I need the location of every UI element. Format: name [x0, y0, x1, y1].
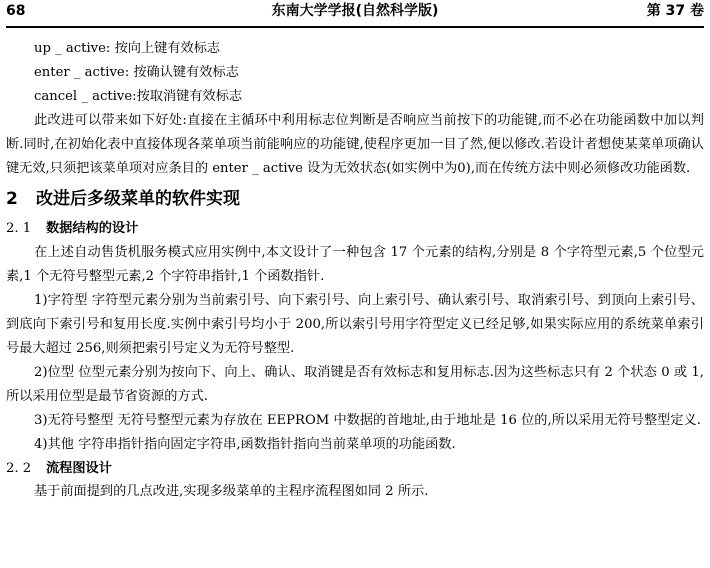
subsection-number: 2. 1	[6, 221, 32, 237]
subsection-heading-2-2	[6, 457, 704, 481]
paragraph: 在上述自动售货机服务模式应用实例中,本文设计了一种包含 17 个元素的结构,分别是 8 个字符型元素,5 个位型元素,1 个无符号整型元素,2 个字符串指针,1 个函数指针.	[6, 245, 704, 285]
definition-enter-active: enter _ active: 按确认键有效标志	[34, 64, 239, 80]
paragraph-benefits: 此改进可以带来如下好处:直接在主循环中利用标志位判断是否响应当前按下的功能键,而不必在功能函数中加以判断.同时,在初始化表中直接体现各菜单项当前能响应的功能键,使程序更加一目了然,便以修改.若设计者想使某菜单项确认键无效,只须把该菜单项对应条目的 enter _ active 设为无效状态(如实例中为0),而在传统方法中则必须修改功能函数.	[6, 112, 704, 176]
running-header	[6, 0, 704, 28]
subsection-number: 2. 2	[6, 460, 32, 476]
paragraph: 基于前面提到的几点改进,实现多级菜单的主程序流程图如同 2 所示.	[34, 484, 429, 500]
subsection-heading-2-1	[6, 217, 704, 241]
paragraph: 2)位型 位型元素分别为按向下、向上、确认、取消键是否有效标志和复用标志.因为这些标志只有 2 个状态 0 或 1,所以采用位型是最节省资源的方式.	[6, 364, 704, 404]
journal-title: 东南大学学报(自然科学版)	[271, 3, 439, 19]
section-heading-2	[6, 184, 704, 214]
body-text	[6, 37, 704, 504]
definition-cancel-active: cancel _ active:按取消键有效标志	[34, 88, 243, 104]
page-number: 68	[6, 3, 26, 19]
paragraph: 3)无符号整型 无符号整型元素为存放在 EEPROM 中数据的首地址,由于地址是 16 位的,所以采用无符号整型定义.	[34, 412, 701, 428]
section-title: 改进后多级菜单的软件实现	[36, 189, 240, 210]
paragraph: 1)字符型 字符型元素分别为当前索引号、向下索引号、向上索引号、确认索引号、取消索引号、到顶向上索引号、到底向下索引号和复用长度.实例中索引号均小于 200,所以索引号用字符型定义已经足够,如果实际应用的系统菜单索引号最大超过 256,则须把索引号定义为无符号整型.	[6, 293, 704, 356]
subsection-title: 流程图设计	[46, 460, 112, 476]
paragraph: 4)其他 字符串指针指向固定字符串,函数指针指向当前菜单项的功能函数.	[34, 436, 456, 452]
section-number: 2	[6, 189, 18, 210]
definition-up-active: up _ active: 按向上键有效标志	[34, 41, 221, 56]
subsection-title: 数据结构的设计	[46, 221, 139, 237]
volume-label: 第 37 卷	[646, 3, 704, 19]
